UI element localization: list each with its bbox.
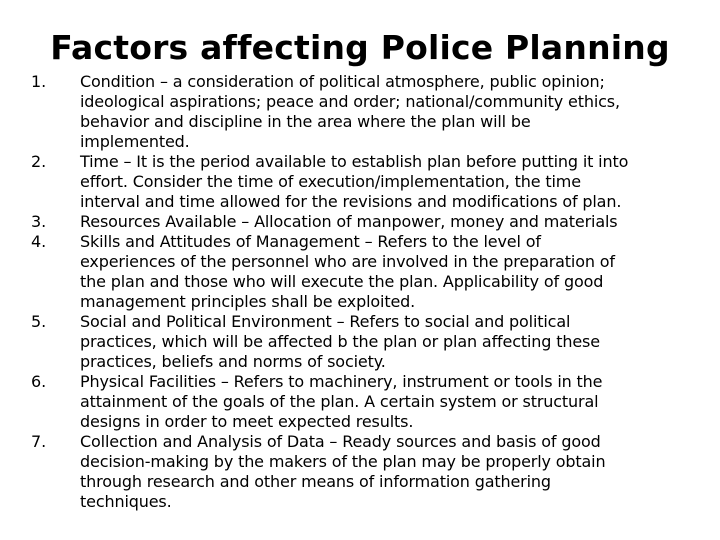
item-text	[80, 212, 715, 232]
list-item	[0, 212, 720, 232]
list-item	[0, 232, 720, 312]
item-text-line: Skills and Attitudes of Management – Refers to the level of	[80, 232, 541, 251]
item-text-line: Collection and Analysis of Data – Ready sources and basis of good	[80, 432, 601, 451]
item-text-line: attainment of the goals of the plan. A certain system or structural	[80, 392, 599, 411]
item-text	[80, 152, 715, 212]
item-text-line: Time – It is the period available to establish plan before putting it into	[80, 152, 629, 171]
item-text-line: interval and time allowed for the revisions and modifications of plan.	[80, 192, 622, 211]
item-text-line: Social and Political Environment – Refers to social and political	[80, 312, 571, 331]
item-text-line: effort. Consider the time of execution/implementation, the time	[80, 172, 581, 191]
item-text	[80, 72, 715, 152]
list-item	[0, 152, 720, 212]
item-number: 5.	[31, 312, 47, 331]
item-text	[80, 432, 715, 512]
item-number: 3.	[31, 212, 47, 231]
list-item	[0, 432, 720, 512]
item-text-line: techniques.	[80, 492, 172, 511]
item-text-line: Resources Available – Allocation of manpower, money and materials	[80, 212, 618, 231]
factors-list	[0, 72, 720, 512]
slide-title: Factors affecting Police Planning	[50, 28, 670, 67]
item-number: 2.	[31, 152, 47, 171]
item-number: 4.	[31, 232, 47, 251]
item-number: 1.	[31, 72, 47, 91]
list-item	[0, 72, 720, 152]
item-text-line: through research and other means of information gathering	[80, 472, 551, 491]
item-number: 6.	[31, 372, 47, 391]
item-text-line: designs in order to meet expected results.	[80, 412, 414, 431]
item-text-line: management principles shall be exploited.	[80, 292, 416, 311]
item-text-line: Physical Facilities – Refers to machinery, instrument or tools in the	[80, 372, 603, 391]
item-text-line: implemented.	[80, 132, 190, 151]
item-text-line: practices, beliefs and norms of society.	[80, 352, 386, 371]
item-text	[80, 372, 715, 432]
item-text-line: Condition – a consideration of political atmosphere, public opinion;	[80, 72, 605, 91]
item-text-line: the plan and those who will execute the plan. Applicability of good	[80, 272, 604, 291]
list-item	[0, 312, 720, 372]
item-text-line: behavior and discipline in the area where the plan will be	[80, 112, 531, 131]
item-text-line: experiences of the personnel who are involved in the preparation of	[80, 252, 615, 271]
item-text	[80, 312, 715, 372]
list-item	[0, 372, 720, 432]
item-text	[80, 232, 715, 312]
item-text-line: decision-making by the makers of the plan may be properly obtain	[80, 452, 606, 471]
item-number: 7.	[31, 432, 47, 451]
item-text-line: ideological aspirations; peace and order; national/community ethics,	[80, 92, 620, 111]
item-text-line: practices, which will be affected b the plan or plan affecting these	[80, 332, 600, 351]
